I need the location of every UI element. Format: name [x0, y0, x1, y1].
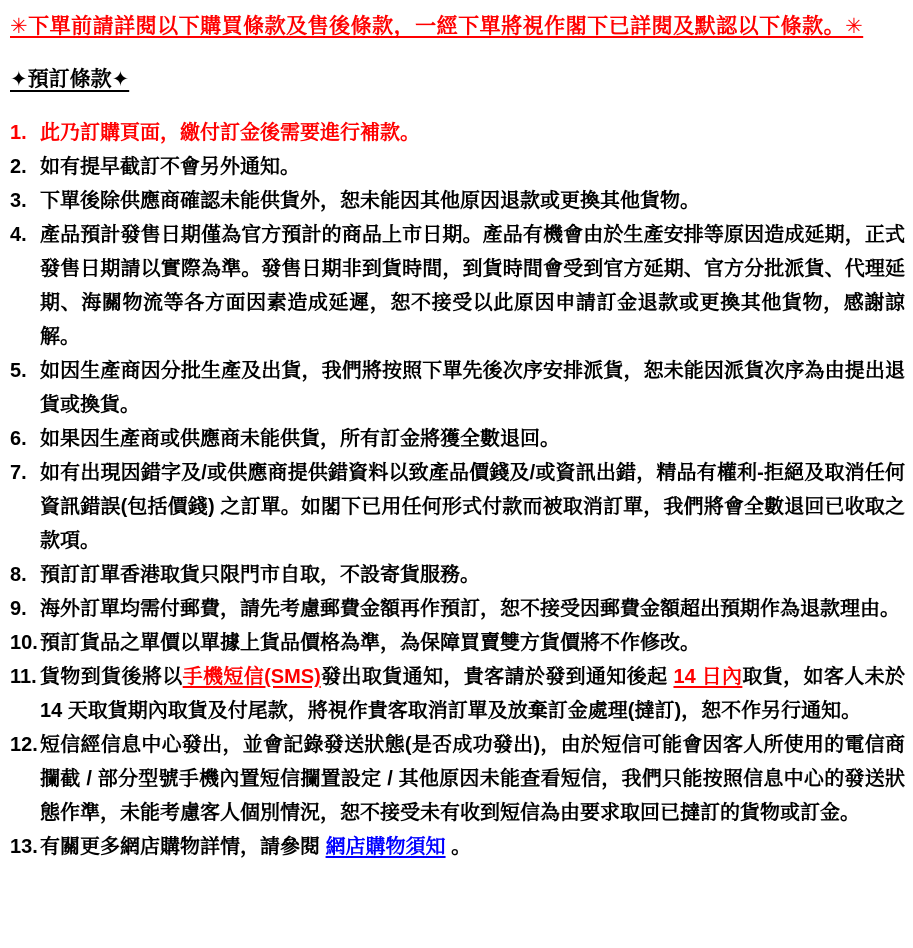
term-item-7 — [10, 456, 905, 558]
term-item-9 — [10, 592, 905, 626]
term-item-12 — [10, 728, 905, 830]
term-item-13 — [10, 830, 905, 864]
term-text: 預訂訂單香港取貨只限門市自取，不設寄貨服務。 — [40, 564, 480, 586]
term-number: 8. — [10, 564, 27, 586]
pre-order-warning-notice: ✳下單前請詳閱以下購買條款及售後條款，一經下單將視作閣下已詳閱及默認以下條款。✳ — [10, 15, 864, 38]
term-item-11 — [10, 660, 905, 728]
term-text: 下單後除供應商確認未能供貨外，恕未能因其他原因退款或更換其他貨物。 — [40, 190, 700, 212]
term-text: 短信經信息中心發出，並會記錄發送狀態(是否成功發出)，由於短信可能會因客人所使用的電信商攔截 / 部分型號手機內置短信攔置設定 / 其他原因未能查看短信，我們只能按照信息中心的發送狀態作準，未能考慮客人個別情況，恕不接受未有收到短信為由要求取回已撻訂的貨物或訂金。 — [40, 734, 905, 824]
term-number: 11. — [10, 666, 37, 688]
term-text: 此乃訂購頁面，繳付訂金後需要進行補款。 — [40, 122, 420, 144]
term-number: 3. — [10, 190, 27, 212]
term-item-8 — [10, 558, 905, 592]
term-text: 如有提早截訂不會另外通知。 — [40, 156, 300, 178]
term-item-6 — [10, 422, 905, 456]
term-number: 13. — [10, 836, 38, 858]
term-text: 產品預計發售日期僅為官方預計的商品上市日期。產品有機會由於生產安排等原因造成延期，正式發售日期請以實際為準。發售日期非到貨時間，到貨時間會受到官方延期、官方分批派貨、代理延期、海關物流等各方面因素造成延遲，恕不接受以此原因申請訂金退款或更換其他貨物，感謝諒解。 — [40, 224, 905, 348]
term-item-4 — [10, 218, 905, 354]
term-item-5 — [10, 354, 905, 422]
term-text: 海外訂單均需付郵費，請先考慮郵費金額再作預訂，恕不接受因郵費金額超出預期作為退款理由。 — [40, 598, 900, 620]
term-number: 9. — [10, 598, 27, 620]
terms-list — [10, 116, 905, 864]
term-text-segment: 。 — [445, 836, 472, 858]
term-text-segment: 有關更多網店購物詳情，請參閱 — [40, 836, 326, 858]
term-number: 4. — [10, 224, 27, 246]
term-number: 10. — [10, 632, 38, 654]
term-text: 如有出現因錯字及/或供應商提供錯資料以致產品價錢及/或資訊出錯，精品有權利-拒絕及取消任何資訊錯誤(包括價錢) 之訂單。如閣下已用任何形式付款而被取消訂單，我們將會全數退回已收取之款項。 — [40, 462, 905, 552]
term-number: 6. — [10, 428, 27, 450]
term-text — [40, 830, 905, 864]
term-item-2 — [10, 150, 905, 184]
term-number: 1. — [10, 122, 27, 144]
term-text-segment: 貨物到貨後將以 — [40, 666, 183, 688]
term-text — [40, 660, 905, 728]
term-number: 5. — [10, 360, 27, 382]
term-text-segment: 發出取貨通知，貴客請於發到通知後起 — [320, 666, 674, 688]
section-title-preorder-terms: ✦預訂條款✦ — [10, 68, 130, 91]
term-text: 預訂貨品之單價以單據上貨品價格為準，為保障買賣雙方貨價將不作修改。 — [40, 632, 700, 654]
term-text: 如果因生產商或供應商未能供貨，所有訂金將獲全數退回。 — [40, 428, 560, 450]
sms-highlight-text: 手機短信(SMS) — [182, 666, 321, 688]
term-number: 12. — [10, 734, 38, 756]
term-text: 如因生產商因分批生產及出貨，我們將按照下單先後次序安排派貨，恕未能因派貨次序為由提出退貨或換貨。 — [40, 360, 905, 416]
term-item-10 — [10, 626, 905, 660]
term-text-segment: 取貨，如客人未於 14 天取貨期內取貨及付尾款，將視作貴客取消訂單及放棄訂金處理(撻訂)，恕不作另行通知。 — [40, 666, 906, 722]
online-shop-guide-link[interactable]: 網店購物須知 — [325, 836, 446, 858]
term-number: 2. — [10, 156, 27, 178]
term-item-1 — [10, 116, 905, 150]
term-item-3 — [10, 184, 905, 218]
pickup-deadline-highlight-text: 14 日內 — [673, 666, 743, 688]
term-number: 7. — [10, 462, 27, 484]
